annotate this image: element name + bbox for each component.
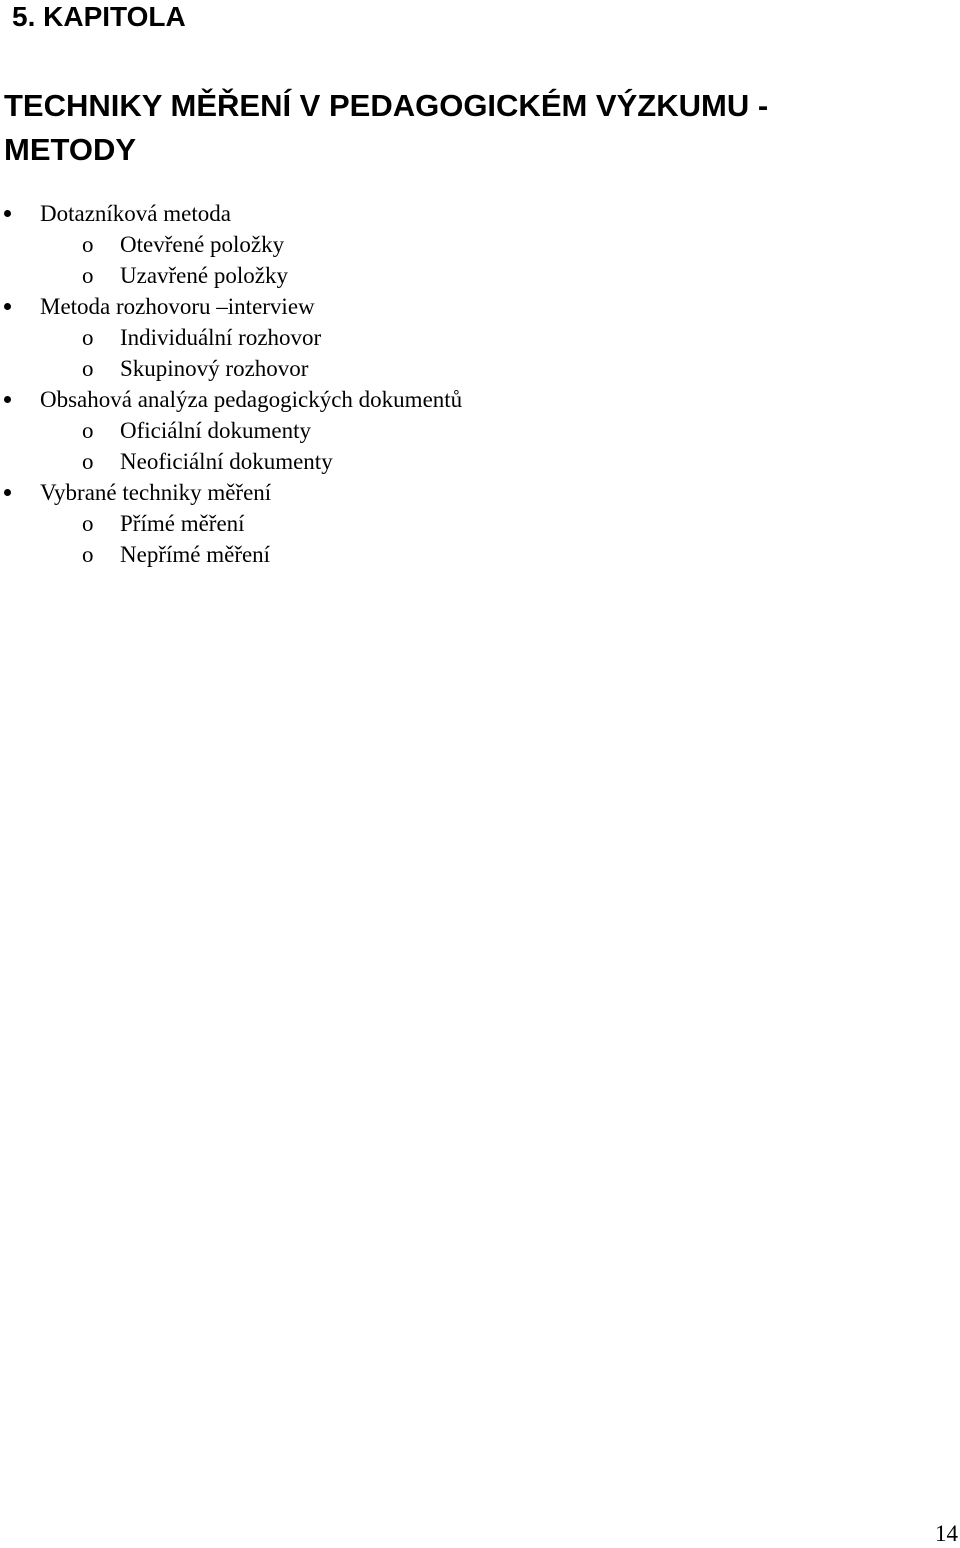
hollow-bullet-icon: o (82, 263, 94, 288)
hollow-bullet-icon: o (82, 418, 94, 443)
page-title: TECHNIKY MĚŘENÍ V PEDAGOGICKÉM VÝZKUMU - METODY (4, 88, 769, 167)
list-item-label: Vybrané techniky měření (40, 480, 272, 505)
page-number: 14 (935, 1521, 958, 1546)
hollow-bullet-icon: o (82, 356, 94, 381)
filled-bullet-icon (4, 489, 11, 496)
sub-list-item-label: Přímé měření (120, 511, 245, 536)
hollow-bullet-icon: o (82, 542, 94, 567)
filled-bullet-icon (4, 210, 11, 217)
sub-list-item-label: Skupinový rozhovor (120, 356, 309, 381)
hollow-bullet-icon: o (82, 511, 94, 536)
sub-list-item-label: Nepřímé měření (120, 542, 271, 567)
filled-bullet-icon (4, 396, 11, 403)
list-item-label: Dotazníková metoda (40, 201, 231, 226)
list-item-label: Metoda rozhovoru –interview (40, 294, 315, 319)
chapter-label: 5. KAPITOLA (12, 1, 186, 32)
sub-list-item-label: Neoficiální dokumenty (120, 449, 333, 474)
sub-list-item-label: Oficiální dokumenty (120, 418, 311, 443)
sub-list-item-label: Otevřené položky (120, 232, 285, 257)
sub-list-item-label: Uzavřené položky (120, 263, 288, 288)
filled-bullet-icon (4, 303, 11, 310)
hollow-bullet-icon: o (82, 232, 94, 257)
hollow-bullet-icon: o (82, 325, 94, 350)
sub-list-item-label: Individuální rozhovor (120, 325, 322, 350)
list-item-label: Obsahová analýza pedagogických dokumentů (40, 387, 463, 412)
hollow-bullet-icon: o (82, 449, 94, 474)
